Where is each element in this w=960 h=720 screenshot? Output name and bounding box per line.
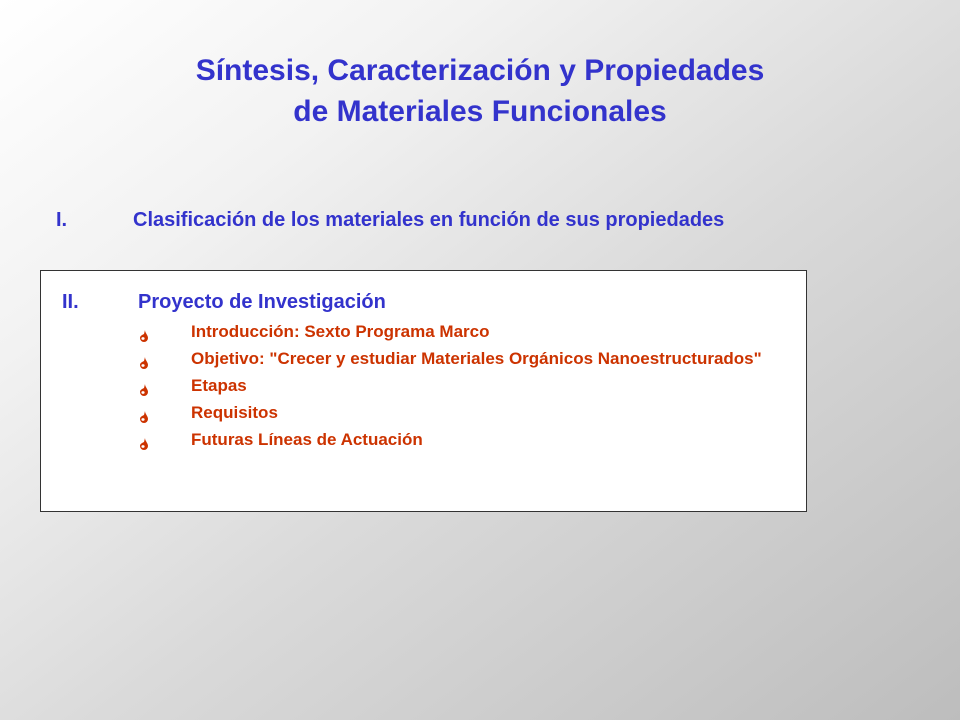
droplet-bullet-icon [139,437,149,451]
droplet-bullet-icon [139,356,149,370]
section-1-numeral: I. [56,209,68,231]
slide-title-line-2: de Materiales Funcionales [293,95,667,128]
slide-title-line-1: Síntesis, Caracterización y Propiedades [195,54,765,87]
droplet-bullet-icon [139,383,149,397]
bullet-item-futuras-lineas [136,429,776,451]
bullet-item-requisitos [136,402,776,424]
bullet-text-introduccion: Introducción: Sexto Programa Marco [191,322,490,341]
section-2-numeral: II. [62,291,79,313]
section-2-bullet-list [136,321,776,456]
section-2 [62,286,792,318]
section-1-label: Clasificación de los materiales en función de sus propiedades [133,209,725,231]
bullet-item-objetivo [136,348,776,370]
bullet-item-introduccion [136,321,776,343]
bullet-item-etapas [136,375,776,397]
bullet-text-objetivo: Objetivo: "Crecer y estudiar Materiales Orgánicos Nanoestructurados" [191,349,762,368]
bullet-text-requisitos: Requisitos [191,403,278,422]
bullet-text-futuras-lineas: Futuras Líneas de Actuación [191,430,423,449]
droplet-bullet-icon [139,329,149,343]
slide-title [0,50,960,132]
bullet-text-etapas: Etapas [191,376,247,395]
section-2-box [40,270,807,512]
section-1 [56,204,936,236]
section-2-label: Proyecto de Investigación [138,291,386,313]
droplet-bullet-icon [139,410,149,424]
